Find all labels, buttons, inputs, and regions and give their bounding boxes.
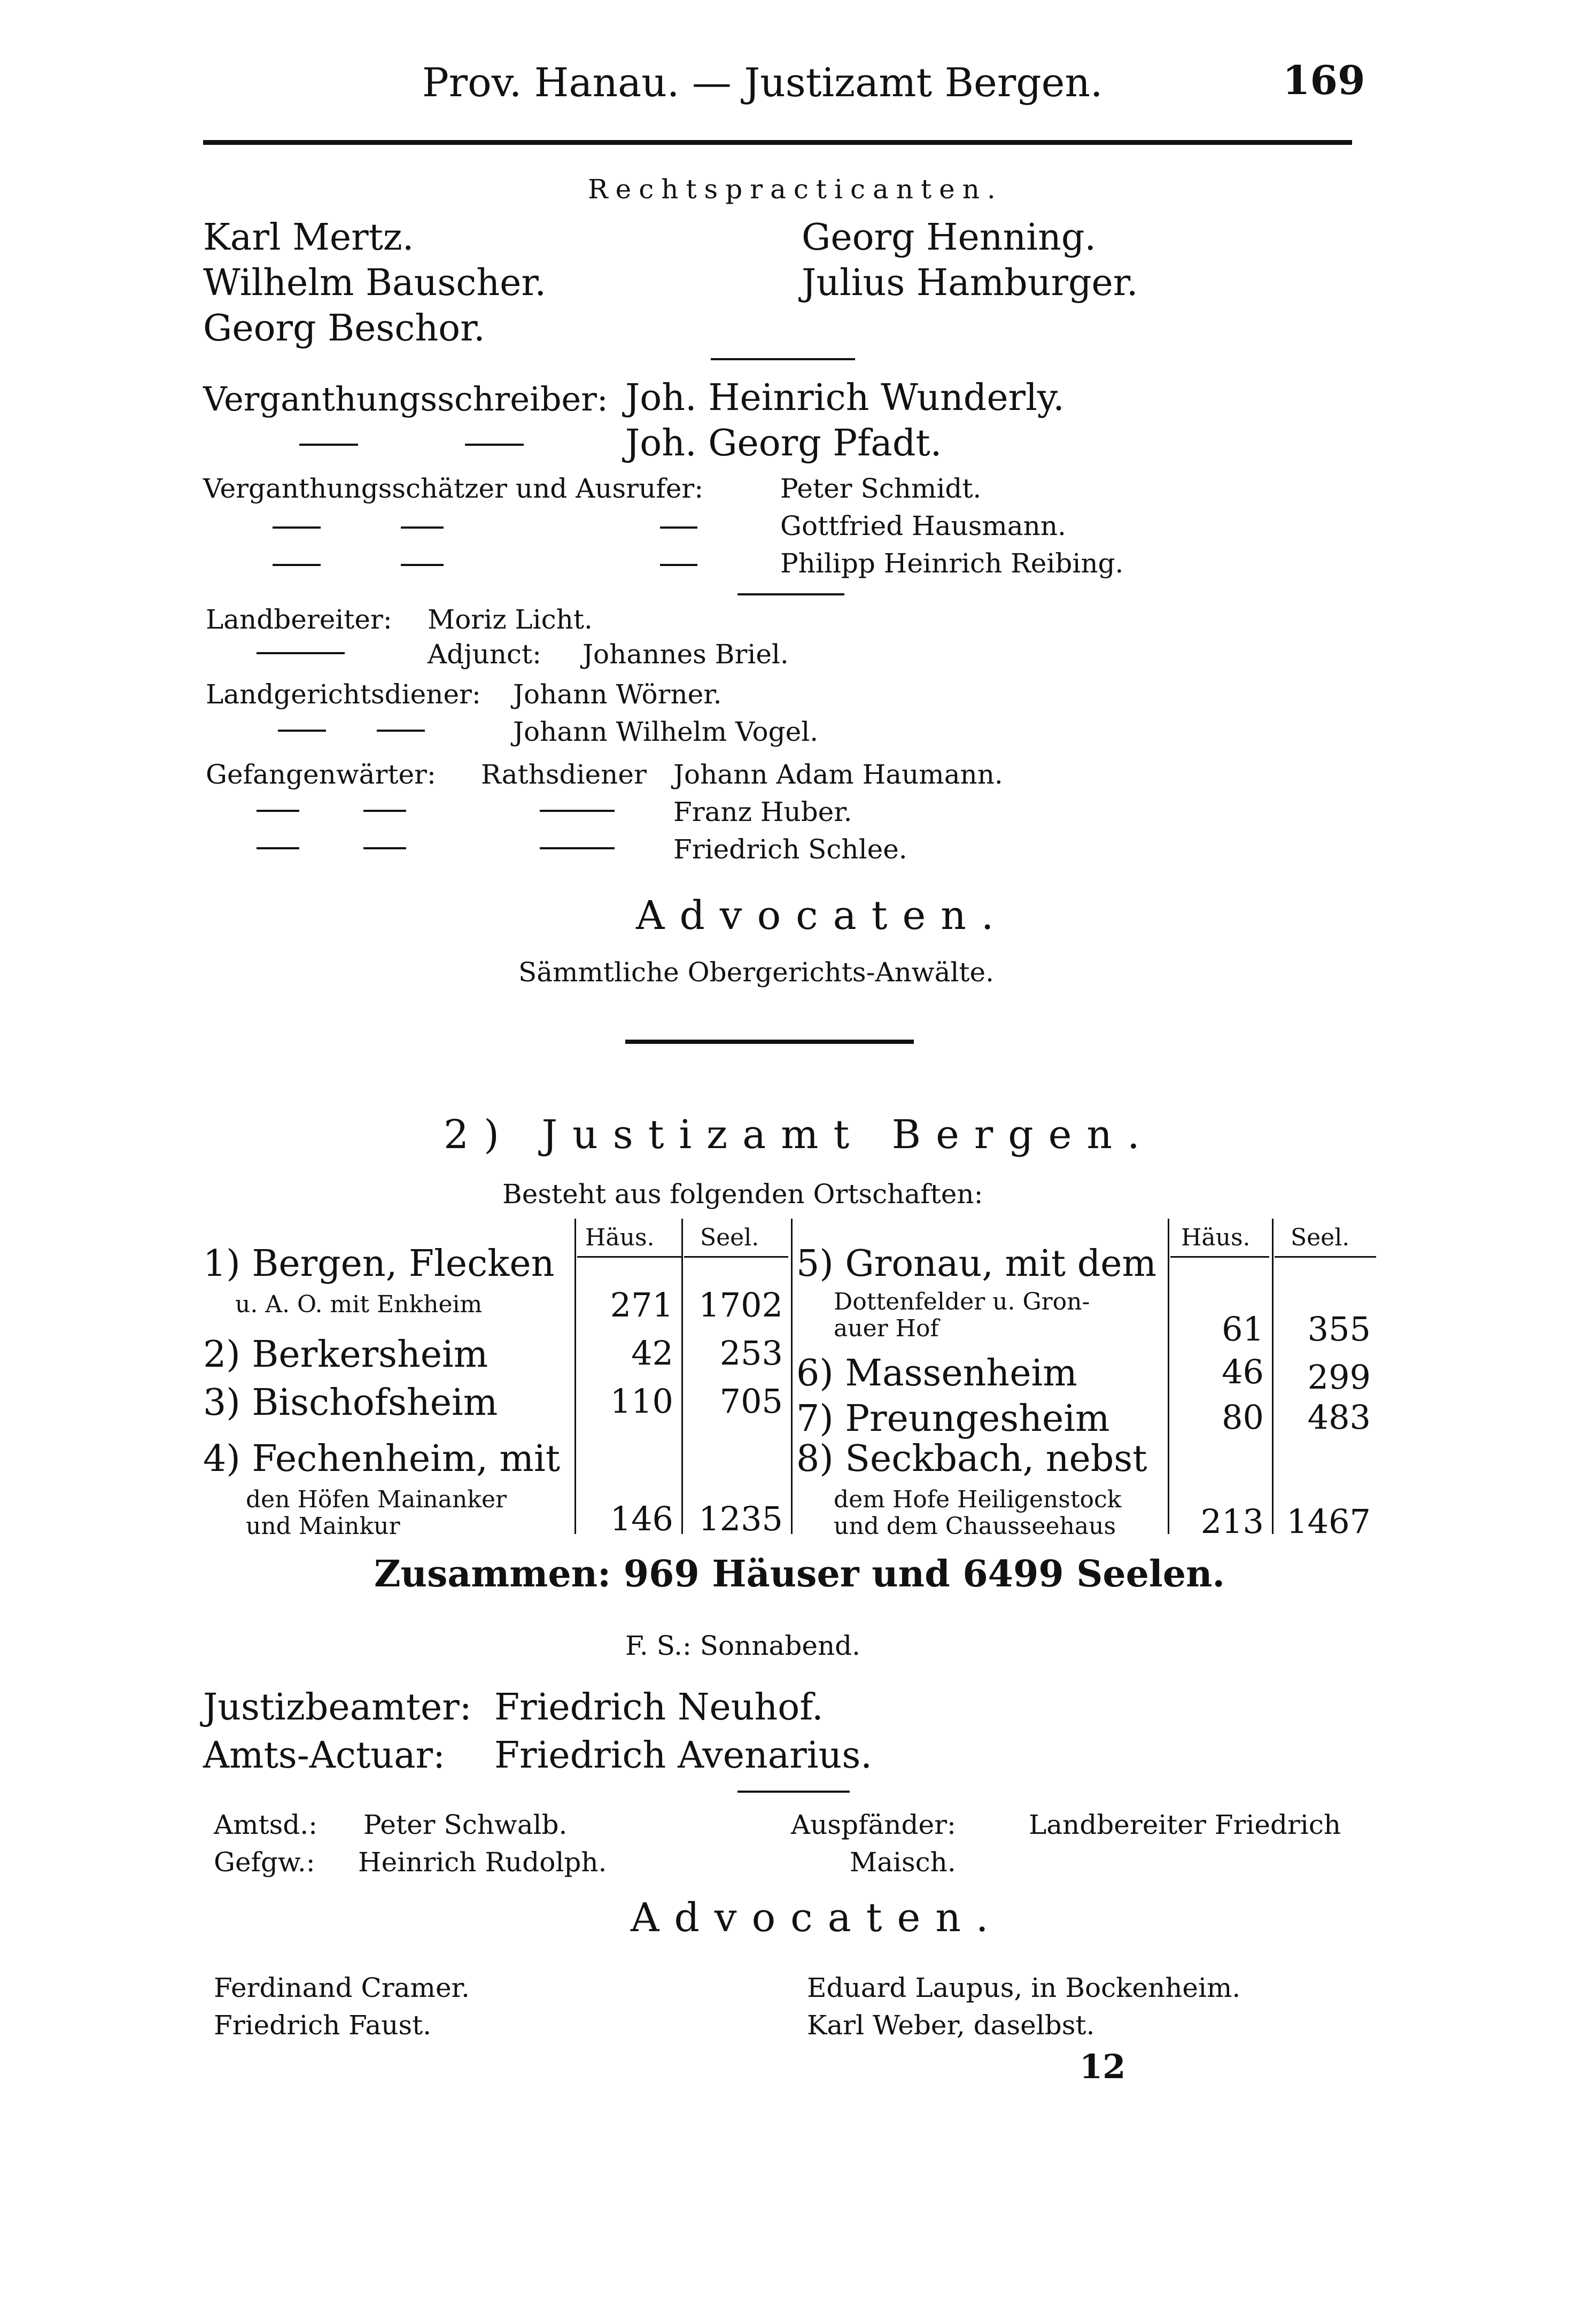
ditto-dash	[540, 847, 615, 849]
signature-mark: 12	[1080, 2047, 1126, 2086]
ortschaft-sub: Dottenfelder u. Gron-	[834, 1288, 1090, 1315]
ortschaft-sub: den Höfen Mainanker	[246, 1486, 507, 1513]
table-vline	[574, 1219, 576, 1534]
col-header-haeus: Häus.	[585, 1224, 655, 1251]
auspfaender-name-cont: Maisch.	[850, 1847, 956, 1878]
ditto-dash	[278, 730, 326, 732]
ortschaft-seelen: 299	[1307, 1358, 1371, 1397]
ortschaft-sub: auer Hof	[834, 1315, 939, 1342]
col-header-seel: Seel.	[700, 1224, 759, 1251]
verganthungsschaetzer-label: Verganthungsschätzer und Ausrufer:	[203, 473, 704, 504]
ortschaft-name: 8) Seckbach, nebst	[796, 1438, 1147, 1480]
gefangenwaerter-name: Friedrich Schlee.	[673, 834, 907, 865]
divider	[711, 358, 855, 360]
ortschaft-sub: und dem Chausseehaus	[834, 1513, 1116, 1540]
ortschaft-name: 2) Berkersheim	[203, 1334, 488, 1376]
landgerichtsdiener-label: Landgerichtsdiener:	[206, 679, 481, 710]
col-header-haeus: Häus.	[1181, 1224, 1251, 1251]
table-vline	[681, 1219, 683, 1534]
running-title: Prov. Hanau. — Justizamt Bergen.	[422, 60, 1103, 106]
section2-intro: Besteht aus folgenden Ortschaften:	[502, 1179, 983, 1210]
ortschaft-name: 3) Bischofsheim	[203, 1382, 498, 1424]
ortschaft-name: 5) Gronau, mit dem	[796, 1243, 1156, 1285]
auspfaender-label: Auspfänder:	[791, 1809, 956, 1840]
verganthungsschaetzer-name: Gottfried Hausmann.	[780, 510, 1066, 541]
ortschaft-haeuser: 61	[1222, 1310, 1264, 1349]
section2-title: 2) Justizamt Bergen.	[444, 1112, 1155, 1158]
ditto-dash	[401, 526, 444, 529]
ditto-dash	[377, 730, 425, 732]
actuar-label: Amts-Actuar:	[203, 1734, 446, 1777]
ortschaft-sub: und Mainkur	[246, 1513, 400, 1540]
ortschaft-seelen: 1235	[698, 1499, 783, 1538]
ortschaft-haeuser: 42	[631, 1334, 673, 1373]
ortschaft-seelen: 355	[1307, 1310, 1371, 1349]
ditto-dash	[273, 526, 321, 529]
ortschaft-sub: dem Hofe Heiligenstock	[834, 1486, 1122, 1513]
ditto-dash	[401, 564, 444, 566]
ortschaft-haeuser: 46	[1222, 1352, 1264, 1391]
gefangenwaerter2-name: Heinrich Rudolph.	[358, 1847, 607, 1878]
advocat-name: Karl Weber, daselbst.	[807, 2010, 1095, 2041]
amtsdiener-name: Peter Schwalb.	[363, 1809, 568, 1840]
justizbeamter-name: Friedrich Neuhof.	[494, 1686, 824, 1729]
gefangenwaerter-label: Gefangenwärter:	[206, 759, 436, 790]
ortschaft-seelen: 705	[719, 1382, 783, 1421]
ditto-dash	[363, 847, 406, 849]
ortschaft-seelen: 1702	[698, 1285, 783, 1324]
advocat-name: Ferdinand Cramer.	[214, 1972, 470, 2003]
rathsdiener-label: Rathsdiener	[481, 759, 647, 790]
verganthungsschreiber-name: Joh. Georg Pfadt.	[625, 422, 942, 464]
ditto-dash	[465, 444, 524, 446]
divider	[737, 1791, 850, 1793]
section-heading-rechtspracticanten: Rechtspracticanten.	[588, 174, 1003, 205]
practicant-name: Karl Mertz.	[203, 216, 414, 259]
table-hline	[1170, 1256, 1269, 1258]
advocaten-heading: Advocaten.	[631, 1895, 1004, 1941]
ortschaft-haeuser: 271	[610, 1285, 673, 1324]
table-vline	[791, 1219, 793, 1534]
ditto-dash	[273, 564, 321, 566]
ditto-dash	[257, 847, 299, 849]
table-vline	[1272, 1219, 1274, 1534]
verganthungsschaetzer-name: Philipp Heinrich Reibing.	[780, 548, 1124, 579]
adjunct-name: Johannes Briel.	[583, 639, 789, 670]
ortschaft-name: 6) Massenheim	[796, 1352, 1077, 1395]
fs-line: F. S.: Sonnabend.	[625, 1630, 861, 1661]
header-rule	[203, 140, 1352, 145]
ditto-dash	[660, 526, 697, 529]
table-vline	[1168, 1219, 1169, 1534]
ortschaft-haeuser: 110	[610, 1382, 673, 1421]
amtsdiener-label: Amtsd.:	[214, 1809, 318, 1840]
adjunct-label: Adjunct:	[428, 639, 541, 670]
page-number: 169	[1283, 58, 1365, 104]
table-hline	[577, 1256, 681, 1258]
table-hline	[684, 1256, 788, 1258]
verganthungsschreiber-label: Verganthungsschreiber:	[203, 379, 608, 419]
landbereiter-label: Landbereiter:	[206, 604, 392, 635]
practicant-name: Georg Henning.	[802, 216, 1096, 259]
ortschaft-name: 4) Fechenheim, mit	[203, 1438, 561, 1480]
ditto-dash	[299, 444, 358, 446]
ortschaft-seelen: 253	[719, 1334, 783, 1373]
total-line: Zusammen: 969 Häuser und 6499 Seelen.	[374, 1553, 1225, 1595]
ditto-dash	[257, 810, 299, 812]
landgerichtsdiener-name: Johann Wörner.	[513, 679, 722, 710]
col-header-seel: Seel.	[1291, 1224, 1350, 1251]
ortschaft-haeuser: 80	[1222, 1398, 1264, 1437]
practicant-name: Julius Hamburger.	[802, 262, 1138, 304]
ortschaft-seelen: 483	[1307, 1398, 1371, 1437]
practicant-name: Georg Beschor.	[203, 307, 485, 350]
justizbeamter-label: Justizbeamter:	[203, 1686, 472, 1729]
gefangenwaerter2-label: Gefgw.:	[214, 1847, 315, 1878]
ortschaft-haeuser: 146	[610, 1499, 673, 1538]
verganthungsschaetzer-name: Peter Schmidt.	[780, 473, 982, 504]
advocaten-text: Sämmtliche Obergerichts-Anwälte.	[518, 957, 994, 988]
ditto-dash	[540, 810, 615, 812]
advocaten-heading: Advocaten.	[636, 893, 1009, 939]
ortschaft-seelen: 1467	[1286, 1502, 1371, 1541]
advocat-name: Eduard Laupus, in Bockenheim.	[807, 1972, 1241, 2003]
ortschaft-haeuser: 213	[1200, 1502, 1264, 1541]
ditto-dash	[363, 810, 406, 812]
divider	[737, 593, 844, 595]
ortschaft-name: 7) Preungesheim	[796, 1398, 1110, 1440]
gefangenwaerter-name: Johann Adam Haumann.	[673, 759, 1003, 790]
ortschaft-sub: u. A. O. mit Enkheim	[235, 1291, 483, 1318]
verganthungsschreiber-name: Joh. Heinrich Wunderly.	[625, 377, 1065, 419]
ortschaft-name: 1) Bergen, Flecken	[203, 1243, 555, 1285]
landbereiter-name: Moriz Licht.	[428, 604, 593, 635]
advocat-name: Friedrich Faust.	[214, 2010, 432, 2041]
actuar-name: Friedrich Avenarius.	[494, 1734, 872, 1777]
practicant-name: Wilhelm Bauscher.	[203, 262, 547, 304]
landgerichtsdiener-name: Johann Wilhelm Vogel.	[513, 716, 819, 747]
section-rule	[625, 1040, 914, 1044]
auspfaender-name: Landbereiter Friedrich	[1029, 1809, 1341, 1840]
table-hline	[1275, 1256, 1376, 1258]
gefangenwaerter-name: Franz Huber.	[673, 796, 852, 827]
ditto-dash	[257, 652, 345, 654]
ditto-dash	[660, 564, 697, 566]
